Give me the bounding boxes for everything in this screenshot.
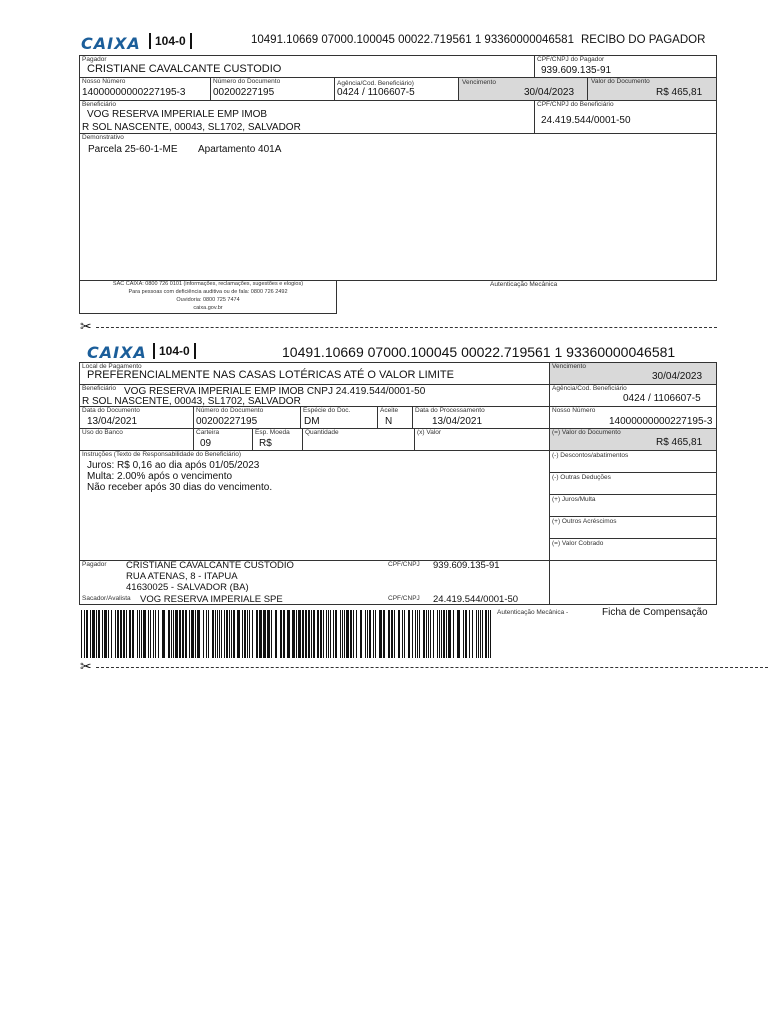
slip-doc-number: 00200227195 bbox=[196, 416, 258, 427]
barcode-bar bbox=[428, 610, 429, 658]
barcode-bar bbox=[249, 610, 250, 658]
slip-place: PREFERENCIALMENTE NAS CASAS LOTÉRICAS ATÉ O VALOR LIMITE bbox=[87, 369, 454, 381]
label-slip-payer: Pagador bbox=[82, 561, 107, 568]
barcode-bar bbox=[256, 610, 258, 658]
receipt-digitable-line: 10491.10669 07000.100045 00022.719561 1 93360000046581 bbox=[251, 34, 574, 46]
barcode-bar bbox=[408, 610, 410, 658]
label-agency: Agência/Cod. Beneficiário) bbox=[337, 80, 414, 87]
label-slip-our-number: Nosso Número bbox=[552, 407, 596, 414]
label-other-additions: (+) Outros Acréscimos bbox=[552, 518, 617, 525]
barcode-bar bbox=[115, 610, 116, 658]
barcode-bar bbox=[244, 610, 246, 658]
barcode-bar bbox=[102, 610, 103, 658]
slip-payer-name: CRISTIANE CAVALCANTE CUSTODIO bbox=[126, 560, 294, 571]
slip-digitable-line: 10491.10669 07000.100045 00022.719561 1 93360000046581 bbox=[282, 344, 676, 360]
label-statement: Demonstrativo bbox=[82, 134, 124, 141]
slip-agency: 0424 / 1106607-5 bbox=[623, 393, 701, 404]
slip-processing-date: 13/04/2021 bbox=[432, 416, 483, 427]
barcode-bar bbox=[485, 610, 487, 658]
receipt-our-number: 14000000000227195-3 bbox=[82, 87, 186, 98]
label-discounts: (-) Descontos/abatimentos bbox=[552, 452, 629, 459]
receipt-beneficiary-doc: 24.419.544/0001-50 bbox=[541, 115, 631, 126]
barcode-bar bbox=[379, 610, 382, 658]
receipt-doc-value: R$ 465,81 bbox=[656, 87, 703, 98]
barcode-bar bbox=[391, 610, 393, 658]
label-wallet: Carteira bbox=[196, 429, 220, 436]
barcode-bar bbox=[148, 610, 149, 658]
barcode-bar bbox=[298, 610, 301, 658]
barcode-bar bbox=[252, 610, 253, 658]
slip-instruction-1: Juros: R$ 0,16 ao dia após 01/05/2023 bbox=[87, 460, 260, 471]
barcode-bar bbox=[84, 610, 85, 658]
label-beneficiary: Beneficiário bbox=[82, 101, 116, 108]
barcode-bar bbox=[305, 610, 307, 658]
slip-beneficiary-line: VOG RESERVA IMPERIALE EMP IMOB CNPJ 24.419.544/0001-50 bbox=[124, 386, 426, 397]
label-our-number: Nosso Número bbox=[82, 78, 126, 85]
barcode-bar bbox=[430, 610, 431, 658]
receipt-statement-2: Apartamento 401A bbox=[198, 144, 282, 155]
slip-instruction-2: Multa: 2.00% após o vencimento bbox=[87, 471, 233, 482]
barcode-bar bbox=[104, 610, 107, 658]
barcode-bar bbox=[311, 610, 312, 658]
compensation-title: Ficha de Compensação bbox=[602, 607, 708, 618]
slip-payer-doc: 939.609.135-91 bbox=[433, 560, 500, 571]
label-slip-beneficiary: Beneficiário bbox=[82, 385, 116, 392]
barcode-bar bbox=[482, 610, 483, 658]
barcode-bar bbox=[369, 610, 371, 658]
barcode-bar bbox=[98, 610, 100, 658]
barcode-bar bbox=[439, 610, 440, 658]
scissors-icon-bottom: ✂ bbox=[80, 658, 92, 674]
barcode-bar bbox=[221, 610, 222, 658]
barcode-bar bbox=[320, 610, 322, 658]
barcode-bar bbox=[96, 610, 97, 658]
barcode-bar bbox=[259, 610, 262, 658]
barcode-bar bbox=[353, 610, 354, 658]
barcode-bar bbox=[90, 610, 91, 658]
barcode-bar bbox=[242, 610, 243, 658]
label-interest: (+) Juros/Multa bbox=[552, 496, 596, 503]
barcode-bar bbox=[344, 610, 345, 658]
barcode-bar bbox=[208, 610, 209, 658]
barcode-bar bbox=[81, 610, 82, 658]
barcode-bar bbox=[472, 610, 473, 658]
barcode-bar bbox=[197, 610, 200, 658]
slip-doc-value: R$ 465,81 bbox=[656, 437, 703, 448]
label-due: Vencimento bbox=[462, 79, 496, 86]
barcode-bar bbox=[173, 610, 174, 658]
label-doc-kind: Espécie do Doc. bbox=[303, 407, 351, 414]
barcode-bar bbox=[488, 610, 489, 658]
barcode-bar bbox=[480, 610, 481, 658]
barcode-bar bbox=[415, 610, 416, 658]
barcode-bar bbox=[233, 610, 235, 658]
slip-doc-date: 13/04/2021 bbox=[87, 416, 138, 427]
barcode-bar bbox=[426, 610, 427, 658]
barcode-bar bbox=[346, 610, 349, 658]
barcode-bar bbox=[463, 610, 464, 658]
slip-wallet: 09 bbox=[200, 438, 212, 449]
barcode-bar bbox=[263, 610, 266, 658]
barcode bbox=[81, 610, 492, 658]
barcode-bar bbox=[340, 610, 341, 658]
barcode-bar bbox=[398, 610, 400, 658]
barcode-bar bbox=[292, 610, 295, 658]
barcode-bar bbox=[171, 610, 172, 658]
barcode-bar bbox=[132, 610, 134, 658]
barcode-bar bbox=[129, 610, 131, 658]
barcode-bar bbox=[175, 610, 178, 658]
barcode-bar bbox=[267, 610, 270, 658]
slip-guarantor-doc: 24.419.544/0001-50 bbox=[433, 594, 519, 605]
slip-payer-address-1: RUA ATENAS, 8 - ITAPUA bbox=[126, 571, 238, 582]
barcode-bar bbox=[302, 610, 304, 658]
bank-code: 104-0 bbox=[149, 33, 192, 49]
barcode-bar bbox=[490, 610, 491, 658]
barcode-bar bbox=[189, 610, 190, 658]
barcode-bar bbox=[388, 610, 390, 658]
barcode-bar bbox=[323, 610, 324, 658]
barcode-bar bbox=[168, 610, 170, 658]
sac-line-4: caixa.gov.br bbox=[193, 305, 223, 311]
receipt-payer-doc: 939.609.135-91 bbox=[541, 65, 612, 76]
barcode-bar bbox=[111, 610, 112, 658]
barcode-bar bbox=[375, 610, 376, 658]
barcode-bar bbox=[367, 610, 368, 658]
barcode-bar bbox=[437, 610, 438, 658]
barcode-bar bbox=[433, 610, 434, 658]
label-other-deductions: (-) Outras Deduções bbox=[552, 474, 611, 481]
barcode-bar bbox=[120, 610, 122, 658]
label-place: Local de Pagamento bbox=[82, 363, 142, 370]
barcode-bar bbox=[280, 610, 282, 658]
cut-line-bottom bbox=[96, 667, 768, 668]
barcode-bar bbox=[335, 610, 337, 658]
barcode-bar bbox=[448, 610, 451, 658]
caixa-logo-slip: CAIXA bbox=[87, 343, 147, 362]
barcode-bar bbox=[237, 610, 240, 658]
label-value-x: (x) Valor bbox=[417, 429, 442, 436]
receipt-due: 30/04/2023 bbox=[524, 87, 575, 98]
label-bank-use: Uso do Banco bbox=[82, 429, 123, 436]
slip-doc-kind: DM bbox=[304, 416, 320, 427]
barcode-bar bbox=[215, 610, 216, 658]
barcode-bar bbox=[342, 610, 343, 658]
barcode-bar bbox=[123, 610, 125, 658]
barcode-bar bbox=[365, 610, 366, 658]
barcode-bar bbox=[356, 610, 357, 658]
label-doc-value: Valor do Documento bbox=[591, 78, 650, 85]
label-slip-due: Vencimento bbox=[552, 363, 586, 370]
barcode-bar bbox=[217, 610, 218, 658]
barcode-bar bbox=[137, 610, 138, 658]
slip-beneficiary-address: R SOL NASCENTE, 00043, SL1702, SALVADOR bbox=[82, 396, 301, 407]
barcode-bar bbox=[158, 610, 159, 658]
label-payer: Pagador bbox=[82, 56, 107, 63]
barcode-bar bbox=[126, 610, 127, 658]
label-quantity: Quantidade bbox=[305, 429, 339, 436]
barcode-bar bbox=[453, 610, 454, 658]
label-currency: Esp. Moeda bbox=[255, 429, 290, 436]
barcode-bar bbox=[182, 610, 184, 658]
scissors-icon: ✂ bbox=[80, 318, 92, 334]
receipt-agency: 0424 / 1106607-5 bbox=[337, 87, 415, 98]
barcode-bar bbox=[394, 610, 395, 658]
barcode-bar bbox=[383, 610, 385, 658]
slip-accept: N bbox=[385, 416, 393, 427]
barcode-bar bbox=[185, 610, 187, 658]
barcode-bar bbox=[117, 610, 119, 658]
barcode-bar bbox=[139, 610, 140, 658]
barcode-bar bbox=[247, 610, 248, 658]
label-doc-date: Data do Documento bbox=[82, 407, 140, 414]
barcode-bar bbox=[423, 610, 425, 658]
slip-due: 30/04/2023 bbox=[652, 371, 703, 382]
label-guarantor-cpf: CPF/CNPJ bbox=[388, 595, 420, 602]
barcode-bar bbox=[162, 610, 165, 658]
receipt-auth-label: Autenticação Mecânica bbox=[490, 281, 558, 288]
sac-line-1: SAC CAIXA: 0800 726 0101 (informações, reclamações, sugestões e elogios) bbox=[112, 281, 304, 287]
label-slip-doc-number: Número do Documento bbox=[196, 407, 264, 414]
label-payer-cpf: CPF/CNPJ bbox=[388, 561, 420, 568]
barcode-bar bbox=[313, 610, 315, 658]
barcode-bar bbox=[206, 610, 207, 658]
label-slip-doc-value: (=) Valor do Documento bbox=[552, 429, 621, 436]
barcode-bar bbox=[212, 610, 214, 658]
slip-payer-address-2: 41630025 - SALVADOR (BA) bbox=[126, 582, 249, 593]
barcode-bar bbox=[296, 610, 297, 658]
label-slip-agency: Agência/Cod. Beneficiário bbox=[552, 385, 627, 392]
barcode-bar bbox=[317, 610, 319, 658]
receipt-statement-1: Parcela 25-60-1-ME bbox=[88, 144, 178, 155]
barcode-bar bbox=[457, 610, 460, 658]
barcode-bar bbox=[179, 610, 181, 658]
barcode-bar bbox=[417, 610, 418, 658]
barcode-bar bbox=[86, 610, 88, 658]
barcode-bar bbox=[350, 610, 352, 658]
slip-guarantor: VOG RESERVA IMPERIALE SPE bbox=[140, 594, 283, 605]
barcode-bar bbox=[195, 610, 196, 658]
cut-line bbox=[96, 327, 717, 328]
label-charged: (=) Valor Cobrado bbox=[552, 540, 604, 547]
barcode-bar bbox=[446, 610, 447, 658]
barcode-bar bbox=[441, 610, 442, 658]
label-processing-date: Data do Processamento bbox=[415, 407, 485, 414]
barcode-bar bbox=[419, 610, 420, 658]
barcode-bar bbox=[328, 610, 329, 658]
barcode-bar bbox=[360, 610, 362, 658]
label-payer-doc: CPF/CNPJ do Pagador bbox=[537, 56, 605, 63]
slip-instruction-3: Não receber após 30 dias do vencimento. bbox=[87, 482, 273, 493]
barcode-bar bbox=[229, 610, 230, 658]
barcode-bar bbox=[478, 610, 479, 658]
label-guarantor: Sacador/Avalista bbox=[82, 595, 131, 602]
barcode-bar bbox=[141, 610, 142, 658]
label-accept: Aceite bbox=[380, 407, 399, 414]
barcode-bar bbox=[191, 610, 194, 658]
label-beneficiary-doc: CPF/CNPJ do Beneficiário bbox=[537, 101, 614, 108]
barcode-bar bbox=[271, 610, 272, 658]
sac-line-2: Para pessoas com deficiência auditiva ou de fala: 0800 726 2492 bbox=[128, 289, 288, 295]
barcode-bar bbox=[231, 610, 232, 658]
barcode-bar bbox=[443, 610, 445, 658]
receipt-doc-number: 00200227195 bbox=[213, 87, 275, 98]
barcode-bar bbox=[203, 610, 204, 658]
caixa-logo: CAIXA bbox=[81, 34, 141, 53]
barcode-bar bbox=[275, 610, 277, 658]
barcode-bar bbox=[330, 610, 331, 658]
slip-our-number: 14000000000227195-3 bbox=[609, 416, 713, 427]
slip-currency: R$ bbox=[259, 438, 272, 449]
barcode-bar bbox=[402, 610, 403, 658]
receipt-title: RECIBO DO PAGADOR bbox=[581, 34, 706, 46]
barcode-bar bbox=[308, 610, 310, 658]
receipt-beneficiary-name: VOG RESERVA IMPERIALE EMP IMOB bbox=[87, 109, 268, 120]
barcode-bar bbox=[404, 610, 405, 658]
label-doc-number: Número do Documento bbox=[213, 78, 281, 85]
barcode-bar bbox=[333, 610, 334, 658]
sac-line-3: Ouvidoria: 0800 725 7474 bbox=[176, 297, 240, 303]
receipt-payer: CRISTIANE CAVALCANTE CUSTODIO bbox=[87, 63, 282, 75]
barcode-bar bbox=[143, 610, 146, 658]
barcode-bar bbox=[155, 610, 156, 658]
barcode-bar bbox=[219, 610, 220, 658]
barcode-bar bbox=[226, 610, 228, 658]
barcode-bar bbox=[150, 610, 151, 658]
label-instructions: Instruções (Texto de Responsabilidade do Beneficiário) bbox=[82, 451, 241, 458]
barcode-bar bbox=[108, 610, 109, 658]
barcode-bar bbox=[287, 610, 290, 658]
receipt-beneficiary-address: R SOL NASCENTE, 00043, SL1702, SALVADOR bbox=[82, 122, 301, 133]
barcode-bar bbox=[476, 610, 477, 658]
barcode-bar bbox=[92, 610, 95, 658]
barcode-bar bbox=[465, 610, 467, 658]
barcode-bar bbox=[283, 610, 285, 658]
slip-auth-label: Autenticação Mecânica - bbox=[497, 609, 569, 616]
barcode-bar bbox=[373, 610, 374, 658]
barcode-bar bbox=[224, 610, 225, 658]
barcode-bar bbox=[326, 610, 327, 658]
barcode-bar bbox=[469, 610, 470, 658]
barcode-bar bbox=[412, 610, 413, 658]
bank-code-slip: 104-0 bbox=[153, 343, 196, 359]
barcode-bar bbox=[153, 610, 154, 658]
